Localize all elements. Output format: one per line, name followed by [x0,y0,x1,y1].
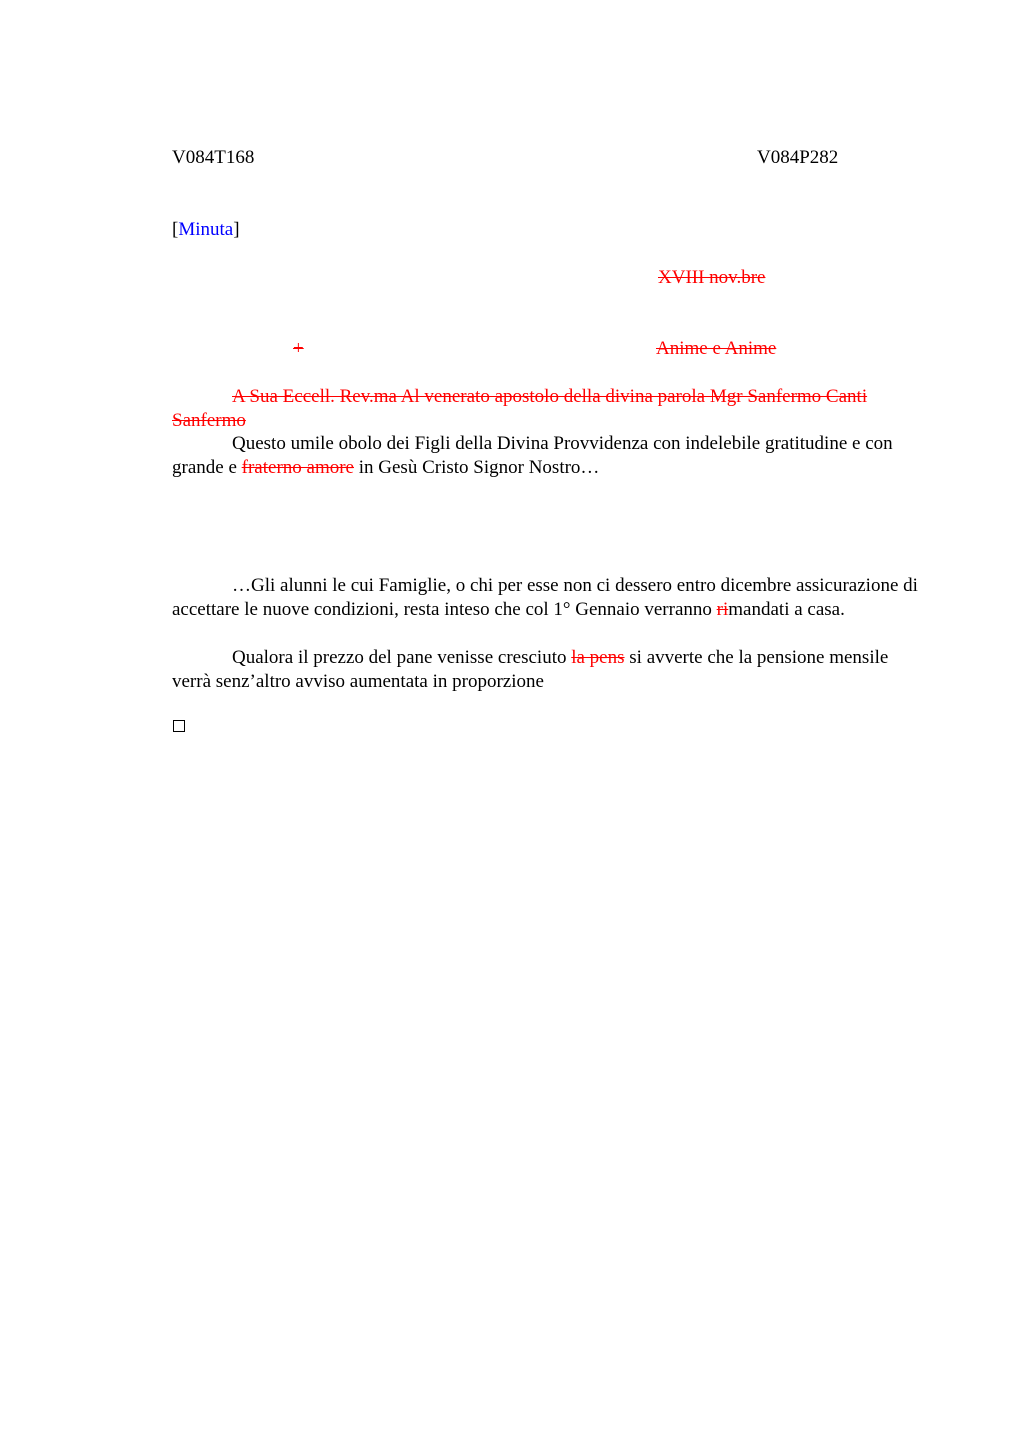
paragraph-offering-text-2: in Gesù Cristo Signor Nostro… [354,457,600,478]
paragraph-students [172,574,922,622]
deleted-address: A Sua Eccell. Rev.ma Al venerato apostolo della divina parola Mgr Sanfermo Canti Sanfermo [172,386,868,431]
left-code: V084T168 [172,147,255,168]
paragraph-offering [172,432,922,480]
end-marker-square-icon [173,720,185,732]
paragraph-students-text-2: mandati a casa. [728,599,845,620]
paragraph-bread-price [172,646,922,694]
deleted-motto: Anime e Anime [656,338,777,359]
minuta-word: Minuta [178,219,234,240]
close-bracket: ] [233,219,240,240]
paragraph-bread-deleted: la pens [571,647,625,668]
paragraph-students-text-1: …Gli alunni le cui Famiglie, o chi per esse non ci dessero entro dicembre assicurazione di accettare le nuove condizioni, resta inteso che col 1° Gennaio verranno [172,575,918,620]
paragraph-offering-text-1: Questo umile obolo dei Figli della Divina Provvidenza con indelebile gratitudine e con grande e [172,433,893,478]
minuta-label [172,218,240,242]
right-code: V084P282 [757,147,839,168]
deleted-cross: + [293,338,304,359]
deleted-date: XVIII nov.bre [658,267,766,288]
paragraph-bread-text-1: Qualora il prezzo del pane venisse cresciuto [232,647,572,668]
open-bracket: [ [172,219,179,240]
paragraph-bread-text-2: si avverte che la pensione mensile verrà senz’altro avviso aumentata in proporzione [172,647,889,692]
paragraph-students-deleted: ri [716,599,729,620]
paragraph-offering-deleted: fraterno amore [241,457,354,478]
